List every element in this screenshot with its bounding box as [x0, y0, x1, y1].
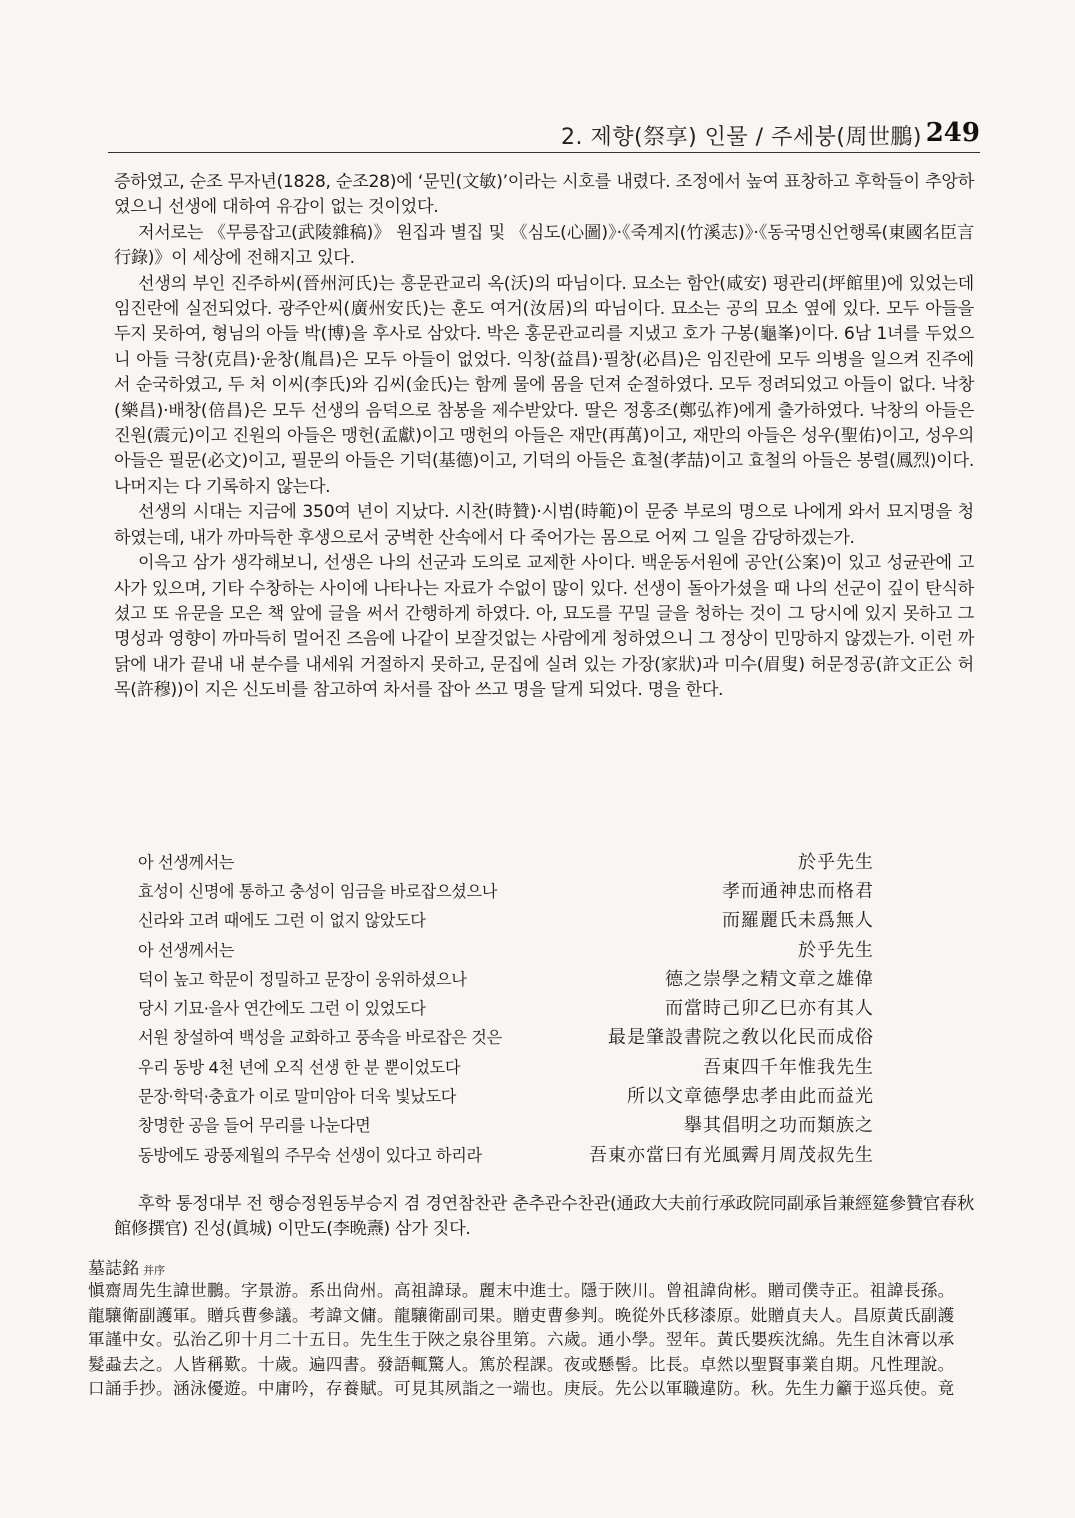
poem-korean: 아 선생께서는 [138, 940, 235, 960]
poem-hanja: 所以文章德學忠孝由此而益光 [627, 1086, 874, 1108]
poem-korean: 창명한 공을 들어 무리를 나눈다면 [138, 1116, 371, 1136]
poem-korean: 신라와 고려 때에도 그런 이 없지 않았도다 [138, 911, 426, 931]
poem-hanja: 擧其倡明之功而類族之 [684, 1115, 874, 1137]
poem-line [138, 992, 874, 1021]
poem-hanja: 吾東四千年惟我先生 [703, 1056, 874, 1078]
paragraph: 저서로는 《무릉잡고(武陵雜稿)》 원집과 별집 및 《심도(心圖)》·《죽계지(竹溪志)》·《동국명신언행록(東國名臣言行錄)》이 세상에 전해지고 있다. [114, 222, 974, 269]
page-number: 249 [925, 118, 980, 148]
poem-korean: 동방에도 광풍제월의 주무숙 선생이 있다고 하리라 [138, 1145, 482, 1165]
poem-line [138, 1022, 874, 1051]
poem-line [138, 846, 874, 875]
poem-line [138, 934, 874, 963]
poem-hanja: 孝而通神忠而格君 [722, 880, 874, 902]
epitaph-title-note: 并序 [143, 1264, 165, 1277]
epitaph-line: 愼齋周先生諱世鵬。字景游。系出尙州。高祖諱琭。麗末中進士。隱于陜川。曾祖諱尙彬。贈司僕寺正。祖諱長孫。 [88, 1281, 955, 1300]
epitaph-line: 龍驤衛副護軍。贈兵曹參議。考諱文傭。龍驤衛副司果。贈吏曹參判。晩從外氏移漆原。妣贈貞夫人。昌原黃氏副護 [88, 1305, 955, 1325]
paragraph: 이윽고 삼가 생각해보니, 선생은 나의 선군과 도의로 교제한 사이다. 백운동서원에 공안(公案)이 있고 성균관에 고사가 있으며, 기타 수창하는 사이에 나타나는 자료가 수없이 많이 있다. 선생이 돌아가셨을 때 나의 선군이 깊이 탄식하셨고 또 유문을 모은 책 앞에 글을 써서 간행하게 하였다. 아, 묘도를 꾸밀 글을 청하는 것이 그 당시에 있지 못하고 그 명성과 영향이 까마득히 멀어진 즈음에 나같이 보잘것없는 사람에게 청하였으니 그 정상이 민망하지 않겠는가. 이런 까닭에 내가 끝내 내 분수를 내세워 거절하지 못하고, 문집에 실려 있는 가장(家狀)과 미수(眉叟) 허문정공(許文正公 허목(許穆))이 지은 신도비를 참고하여 차서를 잡아 쓰고 명을 달게 되었다. 명을 한다. [114, 553, 975, 701]
poem-hanja: 於乎先生 [798, 939, 874, 961]
poem-korean: 아 선생께서는 [138, 852, 235, 872]
epitaph-line: 口誦手抄。涵泳優遊。中庸吟，存養賦。可見其夙詣之一端也。庚辰。先公以軍職違防。秋。先生力籲于巡兵使。竟 [88, 1379, 955, 1399]
inscription-poem [138, 846, 874, 1168]
poem-line [138, 1080, 874, 1109]
poem-line [138, 1110, 874, 1139]
epitaph-title [88, 1254, 165, 1279]
epitaph-line: 軍謹中女。弘治乙卯十月二十五日。先生生于陜之泉谷里第。六歲。通小學。翌年。黃氏嬰疾沈綿。先生自沐膏以承 [88, 1330, 955, 1350]
body-text [114, 170, 974, 704]
epitaph-title-text: 墓誌銘 [88, 1259, 139, 1279]
poem-hanja: 德之崇學之精文章之雄偉 [665, 968, 874, 990]
poem-korean: 서원 창설하여 백성을 교화하고 풍속을 바로잡은 것은 [138, 1028, 502, 1048]
running-title: 2. 제향(祭享) 인물 / 주세붕(周世鵬) [561, 125, 922, 150]
page-header [108, 120, 980, 160]
paragraph: 선생의 부인 진주하씨(晉州河氏)는 흥문관교리 옥(沃)의 따님이다. 묘소는 함안(咸安) 평관리(坪館里)에 있었는데 임진란에 실전되었다. 광주안씨(廣州安氏)는 훈도 여거(汝居)의 따님이다. 묘소는 공의 묘소 옆에 있다. 모두 아들을 두지 못하여, 형님의 아들 박(博)을 후사로 삼았다. 박은 홍문관교리를 지냈고 호가 구봉(龜峯)이다. 6남 1녀를 두었으니 아들 극창(克昌)·윤창(胤昌)은 모두 아들이 없었다. 익창(益昌)·필창(必昌)은 임진란에 모두 의병을 일으켜 진주에서 순국하였고, 두 처 이씨(李氏)와 김씨(金氏)는 함께 물에 몸을 던져 순절하였다. 모두 정려되었고 아들이 없다. 낙창(樂昌)·배창(倍昌)은 모두 선생의 음덕으로 참봉을 제수받았다. 딸은 정홍조(鄭弘祚)에게 출가하였다. 낙창의 아들은 진원(震元)이고 진원의 아들은 맹헌(孟獻)이고 맹헌의 아들은 재만(再萬)이고, 재만의 아들은 성우(聖佑)이고, 성우의 아들은 필문(必文)이고, 필문의 아들은 기덕(基德)이고, 기덕의 아들은 효철(孝喆)이고 효철의 아들은 봉렬(鳳烈)이다. 나머지는 다 기록하지 않는다. [114, 273, 974, 497]
epitaph-line: 髮蝨去之。人皆稱歎。十歲。遍四書。發語輒驚人。篤於程課。夜或懸髻。比長。卓然以聖賢事業自期。凡性理說。 [88, 1354, 955, 1374]
poem-hanja: 吾東亦當曰有光風霽月周茂叔先生 [589, 1144, 874, 1166]
poem-hanja: 而羅麗氏未爲無人 [722, 910, 874, 932]
poem-hanja: 而當時己卯乙巳亦有其人 [665, 998, 874, 1020]
poem-line [138, 875, 874, 904]
paragraph: 선생의 시대는 지금에 350여 년이 지났다. 시찬(時贊)·시범(時範)이 문중 부로의 명으로 나에게 와서 묘지명을 청하였는데, 내가 까마득한 후생으로서 궁벽한 산속에서 다 죽어가는 몸으로 어찌 그 일을 감당하겠는가. [114, 502, 974, 548]
poem-korean: 우리 동방 4천 년에 오직 선생 한 분 뿐이었도다 [138, 1057, 461, 1077]
poem-line [138, 1139, 874, 1168]
epitaph-original-text [88, 1279, 968, 1402]
paragraph: 증하였고, 순조 무자년(1828, 순조28)에 ‘문민(文敏)’이라는 시호를 내렸다. 조정에서 높여 표창하고 후학들이 추앙하였으니 선생에 대하여 유감이 없는 것이었다. [114, 172, 974, 218]
poem-line [138, 905, 874, 934]
poem-hanja: 於乎先生 [798, 851, 874, 873]
poem-hanja: 最是肇設書院之敎以化民而成俗 [608, 1027, 874, 1049]
poem-line [138, 1051, 874, 1080]
poem-korean: 문장·학덕·충효가 이로 말미암아 더욱 빛났도다 [138, 1087, 456, 1107]
poem-korean: 덕이 높고 학문이 정밀하고 문장이 웅위하셨으나 [138, 969, 467, 989]
poem-korean: 당시 기묘·을사 연간에도 그런 이 있었도다 [138, 999, 426, 1019]
poem-line [138, 963, 874, 992]
poem-korean: 효성이 신명에 통하고 충성이 임금을 바로잡으셨으나 [138, 881, 497, 901]
author-colophon: 후학 통정대부 전 행승정원동부승지 겸 경연참찬관 춘추관수찬관(通政大夫前行承政院同副承旨兼經筵參贊官春秋館修撰官) 진성(眞城) 이만도(李晩燾) 삼가 짓다. [114, 1194, 974, 1240]
header-rule [108, 152, 980, 153]
